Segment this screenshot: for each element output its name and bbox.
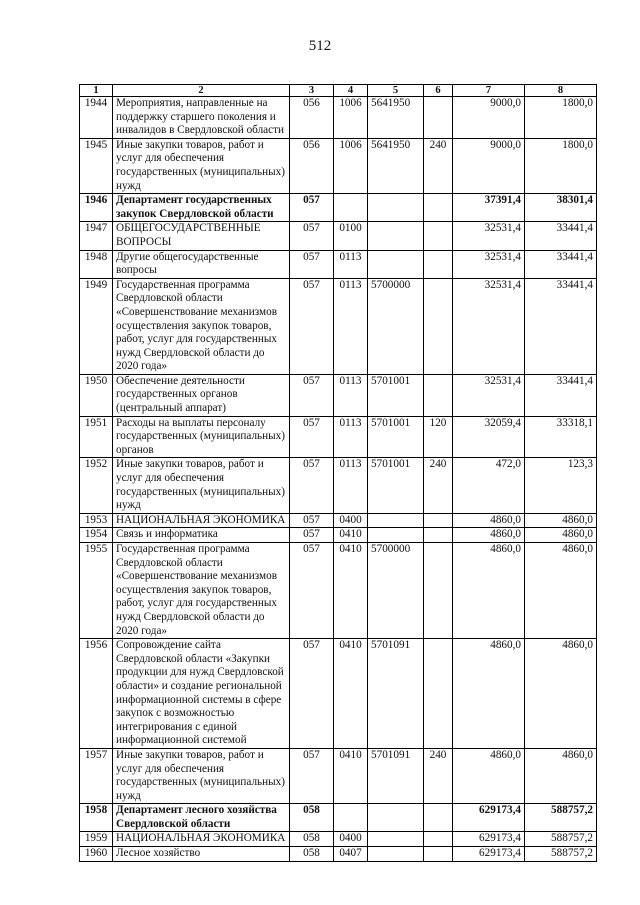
column-header: 2	[113, 85, 290, 97]
row-description: Департамент государственных закупок Свердловской области	[113, 194, 290, 222]
row-description: Обеспечение деятельности государственных органов (центральный аппарат)	[113, 374, 290, 416]
expense-type-code: 240	[424, 138, 453, 193]
expense-type-code	[424, 250, 453, 278]
table-row	[80, 374, 597, 416]
ministry-code: 057	[290, 528, 334, 543]
expense-type-code	[424, 832, 453, 847]
target-article-code	[368, 832, 424, 847]
table-row	[80, 458, 597, 513]
expense-type-code	[424, 804, 453, 832]
table-row	[80, 278, 597, 374]
column-header: 6	[424, 85, 453, 97]
ministry-code: 057	[290, 458, 334, 513]
amount-year-1: 37391,4	[453, 194, 525, 222]
row-description: Департамент лесного хозяйства Свердловской области	[113, 804, 290, 832]
row-description: Лесное хозяйство	[113, 847, 290, 862]
row-number: 1946	[80, 194, 113, 222]
amount-year-1: 472,0	[453, 458, 525, 513]
ministry-code: 057	[290, 748, 334, 803]
amount-year-1: 9000,0	[453, 138, 525, 193]
amount-year-1: 32531,4	[453, 278, 525, 374]
amount-year-2: 588757,2	[525, 832, 597, 847]
target-article-code	[368, 847, 424, 862]
table-row	[80, 97, 597, 139]
target-article-code: 5641950	[368, 97, 424, 139]
section-code	[334, 194, 368, 222]
amount-year-2: 4860,0	[525, 639, 597, 749]
amount-year-2: 588757,2	[525, 847, 597, 862]
ministry-code: 057	[290, 374, 334, 416]
target-article-code: 5701091	[368, 748, 424, 803]
section-code: 1006	[334, 97, 368, 139]
section-code: 0113	[334, 458, 368, 513]
table-row	[80, 748, 597, 803]
ministry-code: 056	[290, 138, 334, 193]
target-article-code	[368, 513, 424, 528]
expense-type-code: 120	[424, 416, 453, 458]
amount-year-1: 4860,0	[453, 639, 525, 749]
expense-type-code	[424, 528, 453, 543]
column-header: 4	[334, 85, 368, 97]
amount-year-2: 33441,4	[525, 278, 597, 374]
expense-type-code	[424, 194, 453, 222]
row-description: НАЦИОНАЛЬНАЯ ЭКОНОМИКА	[113, 832, 290, 847]
table-row	[80, 250, 597, 278]
column-header: 8	[525, 85, 597, 97]
section-code: 0410	[334, 748, 368, 803]
amount-year-2: 588757,2	[525, 804, 597, 832]
amount-year-2: 123,3	[525, 458, 597, 513]
row-number: 1957	[80, 748, 113, 803]
amount-year-1: 4860,0	[453, 528, 525, 543]
row-number: 1949	[80, 278, 113, 374]
header-row	[80, 85, 597, 97]
ministry-code: 057	[290, 222, 334, 250]
amount-year-1: 629173,4	[453, 804, 525, 832]
page-number: 512	[308, 38, 332, 54]
amount-year-2: 4860,0	[525, 543, 597, 639]
ministry-code: 057	[290, 543, 334, 639]
column-header: 1	[80, 85, 113, 97]
amount-year-2: 1800,0	[525, 138, 597, 193]
section-code: 0410	[334, 528, 368, 543]
amount-year-2: 4860,0	[525, 528, 597, 543]
amount-year-1: 629173,4	[453, 847, 525, 862]
section-code: 0410	[334, 639, 368, 749]
row-description: Сопровождение сайта Свердловской области «Закупки продукции для нужд Свердловской области» и создание региональной информационной системы в сфере закупок с возможностью интегрирования с единой информационной системой	[113, 639, 290, 749]
table-row	[80, 639, 597, 749]
row-number: 1944	[80, 97, 113, 139]
target-article-code	[368, 528, 424, 543]
target-article-code: 5701001	[368, 416, 424, 458]
target-article-code: 5701001	[368, 374, 424, 416]
ministry-code: 058	[290, 847, 334, 862]
section-code: 0113	[334, 416, 368, 458]
section-code: 0400	[334, 513, 368, 528]
row-number: 1950	[80, 374, 113, 416]
ministry-code: 057	[290, 513, 334, 528]
target-article-code	[368, 222, 424, 250]
expense-type-code	[424, 543, 453, 639]
target-article-code	[368, 194, 424, 222]
budget-table	[79, 84, 597, 862]
amount-year-2: 33441,4	[525, 374, 597, 416]
target-article-code: 5700000	[368, 543, 424, 639]
table-row	[80, 528, 597, 543]
row-number: 1948	[80, 250, 113, 278]
section-code	[334, 804, 368, 832]
row-number: 1956	[80, 639, 113, 749]
table-row	[80, 804, 597, 832]
section-code: 0100	[334, 222, 368, 250]
column-header: 7	[453, 85, 525, 97]
table-row	[80, 138, 597, 193]
row-description: Мероприятия, направленные на поддержку старшего поколения и инвалидов в Свердловской области	[113, 97, 290, 139]
table-row	[80, 847, 597, 862]
row-number: 1960	[80, 847, 113, 862]
target-article-code	[368, 804, 424, 832]
row-description: Связь и информатика	[113, 528, 290, 543]
row-description: Государственная программа Свердловской области «Совершенствование механизмов осуществления закупок товаров, работ, услуг для государственных нужд Свердловской области до 2020 года»	[113, 543, 290, 639]
row-number: 1959	[80, 832, 113, 847]
table-row	[80, 222, 597, 250]
amount-year-2: 38301,4	[525, 194, 597, 222]
table-row	[80, 832, 597, 847]
row-number: 1958	[80, 804, 113, 832]
target-article-code: 5701001	[368, 458, 424, 513]
section-code: 1006	[334, 138, 368, 193]
amount-year-1: 9000,0	[453, 97, 525, 139]
amount-year-2: 33441,4	[525, 250, 597, 278]
table-row	[80, 416, 597, 458]
table-row	[80, 513, 597, 528]
amount-year-1: 32059,4	[453, 416, 525, 458]
ministry-code: 057	[290, 416, 334, 458]
table-row	[80, 543, 597, 639]
amount-year-2: 4860,0	[525, 513, 597, 528]
expense-type-code	[424, 97, 453, 139]
amount-year-1: 32531,4	[453, 250, 525, 278]
row-description: Другие общегосударственные вопросы	[113, 250, 290, 278]
expense-type-code: 240	[424, 748, 453, 803]
row-description: Расходы на выплаты персоналу государственных (муниципальных) органов	[113, 416, 290, 458]
row-number: 1955	[80, 543, 113, 639]
ministry-code: 056	[290, 97, 334, 139]
amount-year-1: 32531,4	[453, 222, 525, 250]
section-code: 0410	[334, 543, 368, 639]
amount-year-2: 4860,0	[525, 748, 597, 803]
section-code: 0407	[334, 847, 368, 862]
column-header: 5	[368, 85, 424, 97]
amount-year-1: 4860,0	[453, 543, 525, 639]
row-description: ОБЩЕГОСУДАРСТВЕННЫЕ ВОПРОСЫ	[113, 222, 290, 250]
expense-type-code: 240	[424, 458, 453, 513]
section-code: 0400	[334, 832, 368, 847]
row-number: 1953	[80, 513, 113, 528]
expense-type-code	[424, 278, 453, 374]
amount-year-1: 4860,0	[453, 513, 525, 528]
target-article-code	[368, 250, 424, 278]
row-number: 1952	[80, 458, 113, 513]
expense-type-code	[424, 374, 453, 416]
section-code: 0113	[334, 250, 368, 278]
target-article-code: 5700000	[368, 278, 424, 374]
expense-type-code	[424, 639, 453, 749]
table-body	[80, 97, 597, 862]
ministry-code: 057	[290, 278, 334, 374]
column-header: 3	[290, 85, 334, 97]
section-code: 0113	[334, 278, 368, 374]
row-number: 1947	[80, 222, 113, 250]
row-description: Иные закупки товаров, работ и услуг для обеспечения государственных (муниципальных) нужд	[113, 748, 290, 803]
expense-type-code	[424, 222, 453, 250]
amount-year-2: 1800,0	[525, 97, 597, 139]
row-description: НАЦИОНАЛЬНАЯ ЭКОНОМИКА	[113, 513, 290, 528]
expense-type-code	[424, 513, 453, 528]
section-code: 0113	[334, 374, 368, 416]
amount-year-1: 629173,4	[453, 832, 525, 847]
row-number: 1954	[80, 528, 113, 543]
row-description: Иные закупки товаров, работ и услуг для обеспечения государственных (муниципальных) нужд	[113, 138, 290, 193]
ministry-code: 058	[290, 804, 334, 832]
amount-year-1: 32531,4	[453, 374, 525, 416]
expense-type-code	[424, 847, 453, 862]
target-article-code: 5641950	[368, 138, 424, 193]
ministry-code: 057	[290, 250, 334, 278]
amount-year-2: 33441,4	[525, 222, 597, 250]
target-article-code: 5701091	[368, 639, 424, 749]
table-row	[80, 194, 597, 222]
row-description: Государственная программа Свердловской области «Совершенствование механизмов осуществления закупок товаров, работ, услуг для государственных нужд Свердловской области до 2020 года»	[113, 278, 290, 374]
ministry-code: 057	[290, 194, 334, 222]
amount-year-1: 4860,0	[453, 748, 525, 803]
row-number: 1951	[80, 416, 113, 458]
row-number: 1945	[80, 138, 113, 193]
ministry-code: 057	[290, 639, 334, 749]
amount-year-2: 33318,1	[525, 416, 597, 458]
ministry-code: 058	[290, 832, 334, 847]
row-description: Иные закупки товаров, работ и услуг для обеспечения государственных (муниципальных) нужд	[113, 458, 290, 513]
